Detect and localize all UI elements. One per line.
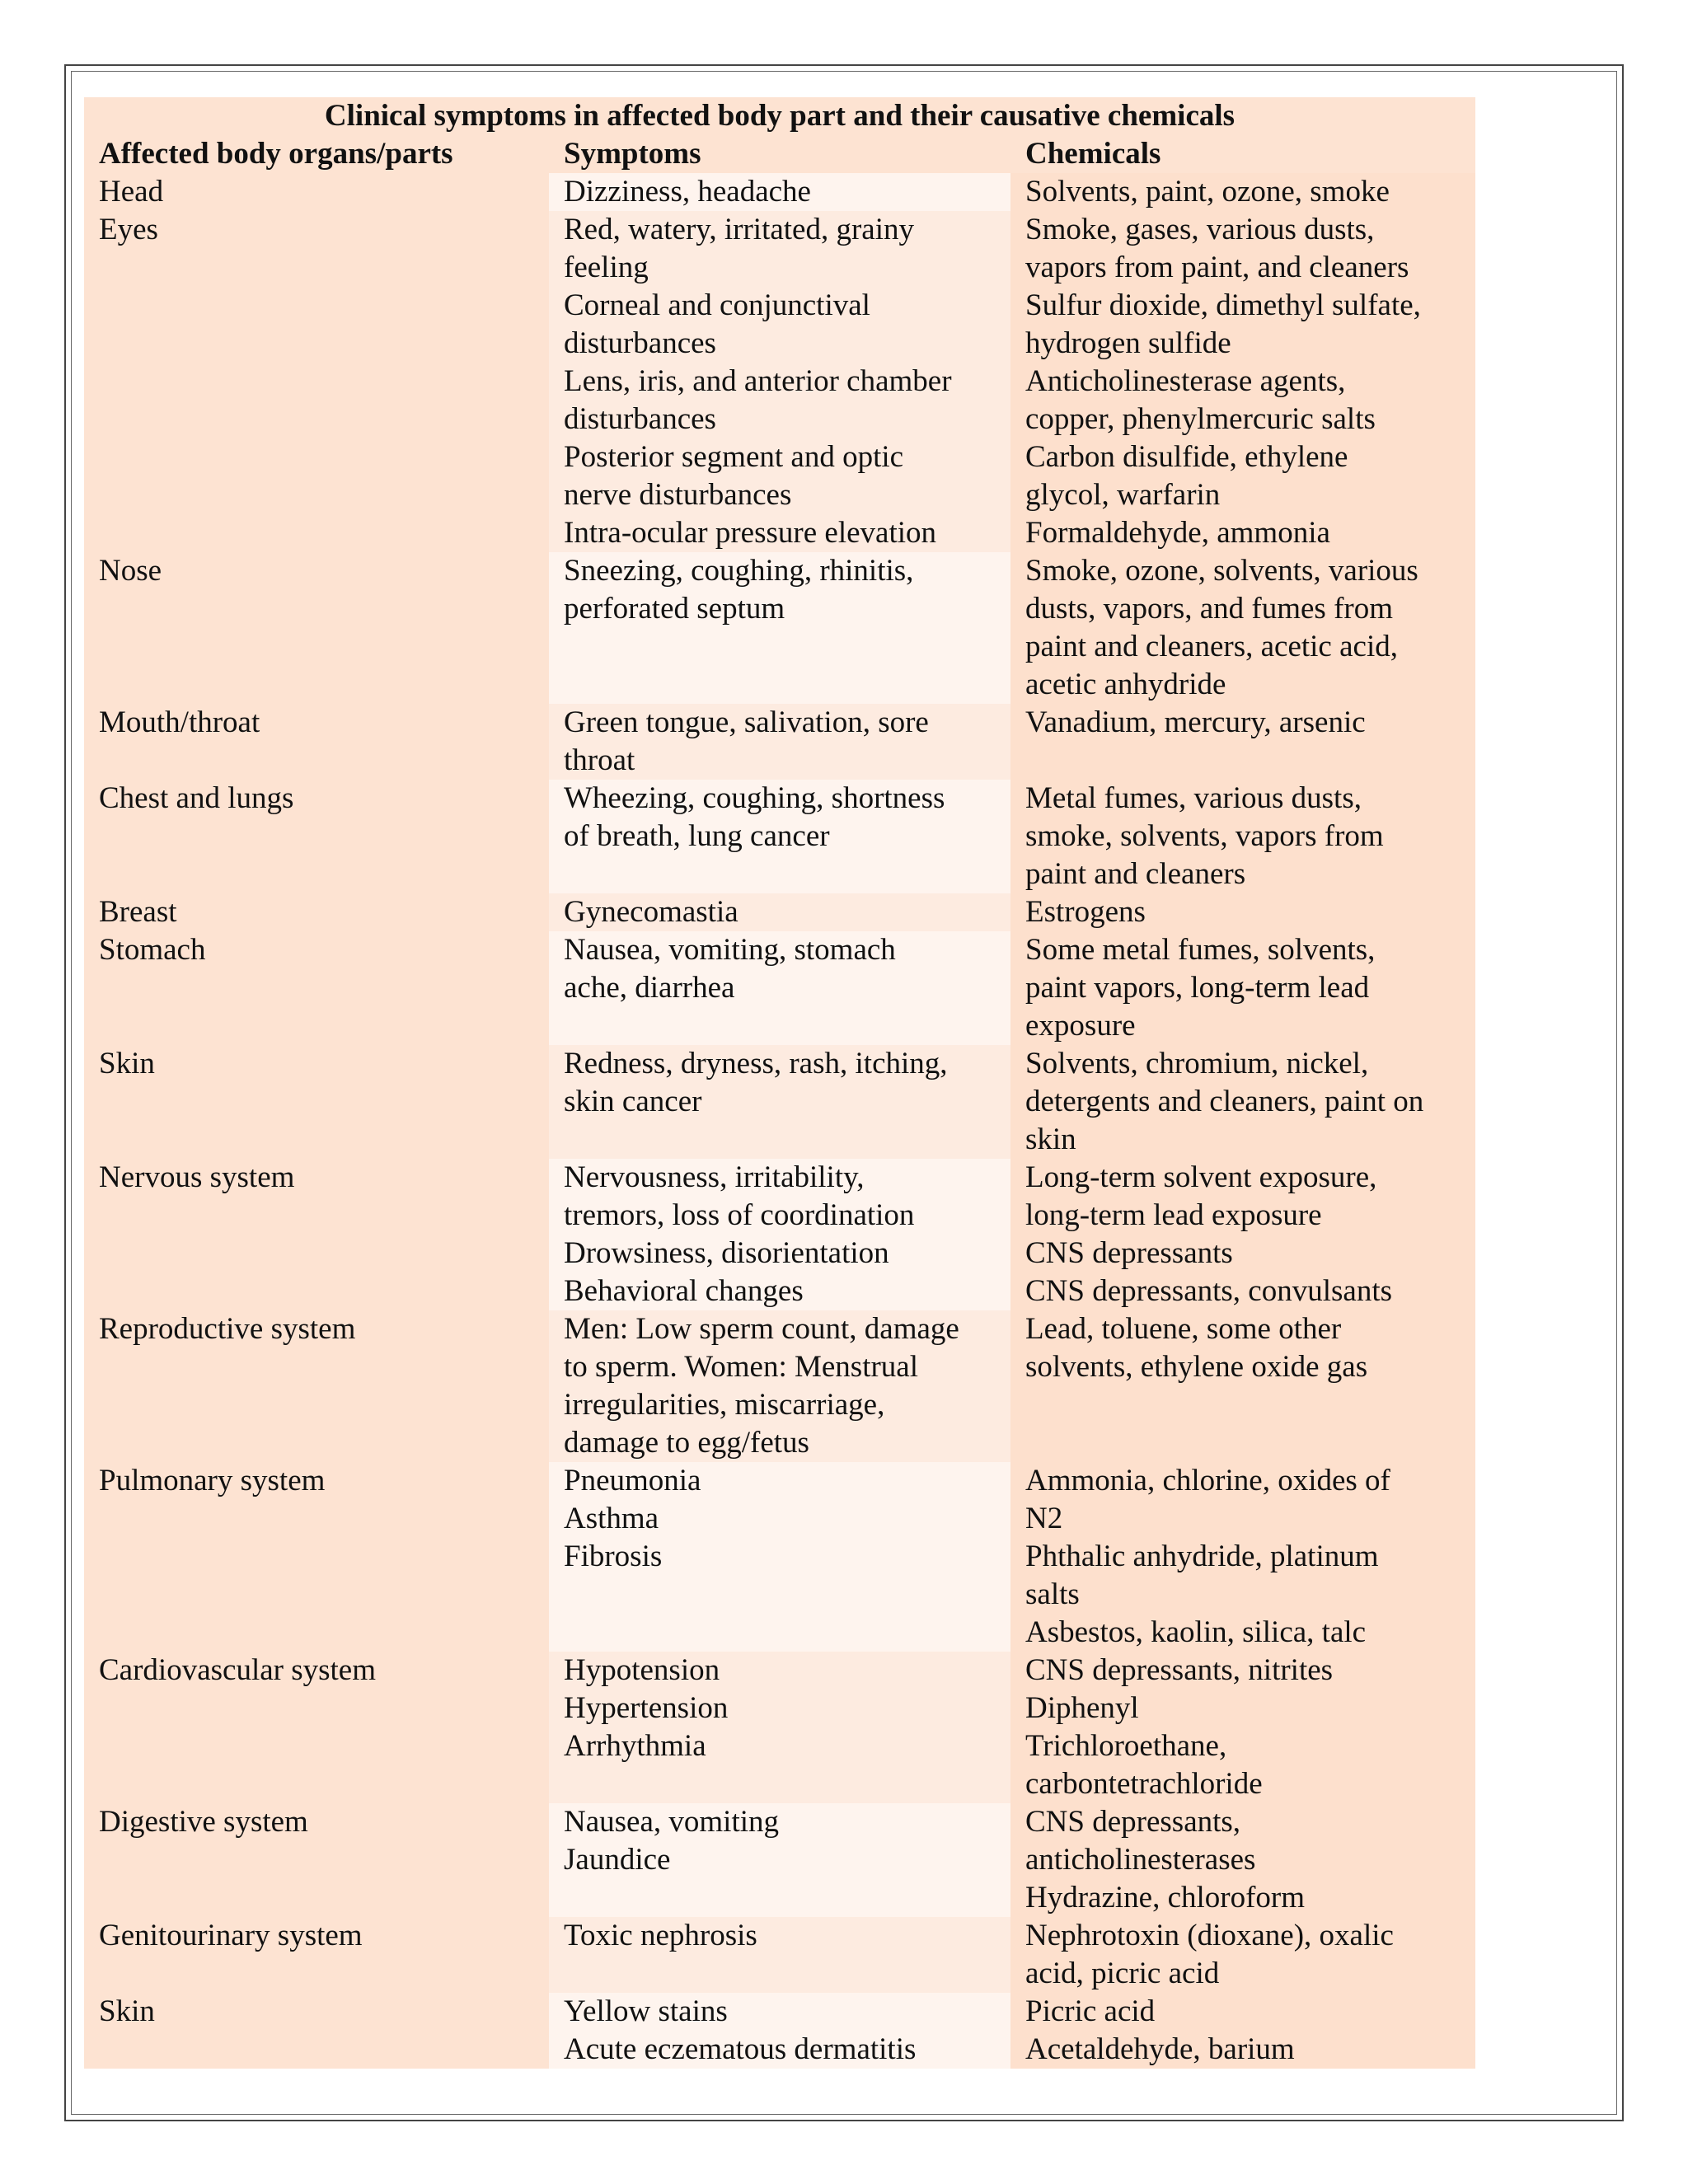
table-row [84,1993,1475,2069]
cell-text-line: to sperm. Women: Menstrual [564,1350,918,1384]
organ-cell [84,552,549,704]
cell-text-line: Smoke, gases, various dusts, [1025,213,1375,246]
chemicals-cell [1010,1917,1475,1993]
cell-text-line: Hypotension [564,1653,720,1687]
symptoms-cell [549,1159,1010,1310]
cell-text-line: perforated septum [564,592,785,626]
cell-text-line: paint and cleaners, acetic acid, [1025,630,1398,663]
cell-text-line: carbontetrachloride [1025,1767,1263,1801]
organ-cell [84,1803,549,1917]
cell-text-line: paint and cleaners [1025,857,1246,891]
cell-text-line: Cardiovascular system [99,1653,376,1687]
organ-cell [84,211,549,552]
header-organ: Affected body organs/parts [99,137,453,171]
chemicals-cell [1010,1310,1475,1462]
cell-text-line: Nausea, vomiting, stomach [564,933,896,967]
symptoms-cell [549,1803,1010,1917]
symptoms-cell [549,211,1010,552]
cell-text-line: irregularities, miscarriage, [564,1388,885,1422]
cell-text-line: Sneezing, coughing, rhinitis, [564,554,914,588]
cell-text-line [99,1690,549,1727]
header-symptoms: Symptoms [564,137,701,171]
symptoms-cell [549,1462,1010,1652]
organ-cell [84,1045,549,1159]
cell-text-line: feeling [564,251,649,284]
symptoms-cell [549,780,1010,893]
cell-text-line: Asthma [564,1502,659,1535]
cell-text-line: Hypertension [564,1691,729,1725]
cell-text-line: salts [1025,1577,1080,1611]
cell-text-line: damage to egg/fetus [564,1426,809,1460]
cell-text-line: Yellow stains [564,1994,728,2028]
cell-text-line: Carbon disulfide, ethylene [1025,440,1348,474]
cell-text-line: Red, watery, irritated, grainy [564,213,914,246]
organ-cell [84,780,549,893]
organ-cell [84,1652,549,1803]
cell-text-line: Green tongue, salivation, sore [564,705,929,739]
cell-text-line [99,1576,549,1614]
cell-text-line [564,1955,1010,1993]
table-row [84,893,1475,931]
chemicals-cell [1010,931,1475,1045]
cell-text-line: Lens, iris, and anterior chamber [564,364,952,398]
table-row [84,1917,1475,1993]
cell-text-line: Skin [99,1047,155,1080]
chemicals-cell [1010,1045,1475,1159]
table-body [84,173,1475,2069]
symptoms-cell [549,173,1010,211]
cell-text-line: Smoke, ozone, solvents, various [1025,554,1418,588]
chemicals-cell [1010,211,1475,552]
cell-text-line: Wheezing, coughing, shortness [564,781,945,815]
symptoms-cell [549,552,1010,704]
symptoms-cell [549,893,1010,931]
symptoms-cell [549,1310,1010,1462]
cell-text-line [564,855,1010,893]
cell-text-line [99,1955,549,1993]
cell-text-line: Pneumonia [564,1464,701,1497]
cell-text-line: Nervous system [99,1160,295,1194]
table-row [84,1159,1475,1310]
cell-text-line [99,1727,549,1765]
cell-text-line: Gynecomastia [564,895,738,929]
table-row [84,704,1475,780]
table-row [84,1652,1475,1803]
table-title: Clinical symptoms in affected body part and their causative chemicals [324,99,1236,133]
cell-text-line: Dizziness, headache [564,175,811,209]
cell-text-line: Picric acid [1025,1994,1156,2028]
symptoms-cell [549,1917,1010,1993]
header-chemicals: Chemicals [1025,137,1161,171]
cell-text-line: Nephrotoxin (dioxane), oxalic [1025,1919,1394,1952]
symptoms-cell [549,1993,1010,2069]
cell-text-line: throat [564,743,635,777]
symptoms-cell [549,931,1010,1045]
cell-text-line: Arrhythmia [564,1729,706,1763]
cell-text-line: tremors, loss of coordination [564,1198,915,1232]
cell-text-line: disturbances [564,326,716,360]
cell-text-line: Long-term solvent exposure, [1025,1160,1377,1194]
cell-text-line: Stomach [99,933,206,967]
cell-text-line: Some metal fumes, solvents, [1025,933,1376,967]
chemicals-cell [1010,1159,1475,1310]
cell-text-line [99,1348,549,1386]
chemicals-cell [1010,893,1475,931]
organ-cell [84,173,549,211]
cell-text-line [99,1007,549,1045]
cell-text-line [99,2031,549,2069]
organ-cell [84,1310,549,1462]
cell-text-line: skin cancer [564,1085,702,1118]
cell-text-line: Phthalic anhydride, platinum [1025,1540,1379,1573]
cell-text-line: acetic anhydride [1025,668,1226,701]
cell-text-line: Intra-ocular pressure elevation [564,516,937,550]
chemicals-cell [1010,1652,1475,1803]
table-row [84,1462,1475,1652]
organ-cell [84,1462,549,1652]
cell-text-line: solvents, ethylene oxide gas [1025,1350,1368,1384]
cell-text-line: N2 [1025,1502,1063,1535]
cell-text-line [99,1879,549,1917]
cell-text-line: Diphenyl [1025,1691,1139,1725]
cell-text-line [564,628,1010,666]
organ-cell [84,1917,549,1993]
cell-text-line [564,1765,1010,1803]
cell-text-line [99,401,549,438]
cell-text-line: Toxic nephrosis [564,1919,757,1952]
cell-text-line [99,1197,549,1235]
cell-text-line: CNS depressants, [1025,1805,1241,1839]
chemicals-cell [1010,173,1475,211]
cell-text-line: Jaundice [564,1843,671,1877]
organ-cell [84,1159,549,1310]
cell-text-line: Acute eczematous dermatitis [564,2032,917,2066]
cell-text-line [99,514,549,552]
cell-text-line [99,590,549,628]
cell-text-line: Breast [99,895,177,929]
cell-text-line: Formaldehyde, ammonia [1025,516,1330,550]
cell-text-line: Solvents, chromium, nickel, [1025,1047,1369,1080]
cell-text-line [564,1614,1010,1652]
organ-cell [84,704,549,780]
cell-text-line: detergents and cleaners, paint on [1025,1085,1424,1118]
cell-text-line: Nose [99,554,162,588]
cell-text-line [99,855,549,893]
organ-cell [84,893,549,931]
cell-text-line: Metal fumes, various dusts, [1025,781,1362,815]
cell-text-line: smoke, solvents, vapors from [1025,819,1384,853]
cell-text-line: Trichloroethane, [1025,1729,1227,1763]
cell-text-line: Nausea, vomiting [564,1805,780,1839]
cell-text-line [564,1879,1010,1917]
cell-text-line: CNS depressants, nitrites [1025,1653,1334,1687]
cell-text-line [99,1235,549,1272]
cell-text-line [99,249,549,287]
cell-text-line: Drowsiness, disorientation [564,1236,889,1270]
table-row [84,1803,1475,1917]
table-header-row [84,135,1475,173]
cell-text-line: Hydrazine, chloroform [1025,1881,1306,1915]
cell-text-line [1025,742,1467,780]
cell-text-line: Acetaldehyde, barium [1025,2032,1295,2066]
cell-text-line [564,1121,1010,1159]
cell-text-line: copper, phenylmercuric salts [1025,402,1376,436]
cell-text-line: acid, picric acid [1025,1957,1220,1990]
symptoms-cell [549,704,1010,780]
cell-text-line [99,1500,549,1538]
cell-text-line [99,1424,549,1462]
cell-text-line [99,438,549,476]
cell-text-line [99,1538,549,1576]
cell-text-line [99,742,549,780]
cell-text-line: Digestive system [99,1805,308,1839]
cell-text-line: Lead, toluene, some other [1025,1312,1342,1346]
cell-text-line [99,476,549,514]
cell-text-line [99,1272,549,1310]
cell-text-line [99,628,549,666]
cell-text-line: Head [99,175,164,209]
symptoms-cell [549,1652,1010,1803]
cell-text-line: Posterior segment and optic [564,440,904,474]
cell-text-line [99,666,549,704]
cell-text-line [99,818,549,855]
cell-text-line: Chest and lungs [99,781,294,815]
cell-text-line [99,1121,549,1159]
cell-text-line: paint vapors, long-term lead [1025,971,1370,1005]
cell-text-line: dusts, vapors, and fumes from [1025,592,1393,626]
cell-text-line: disturbances [564,402,716,436]
cell-text-line [99,1841,549,1879]
chemicals-cell [1010,1462,1475,1652]
cell-text-line: Eyes [99,213,158,246]
cell-text-line: Sulfur dioxide, dimethyl sulfate, [1025,288,1421,322]
cell-text-line [564,1576,1010,1614]
cell-text-line: nerve disturbances [564,478,792,512]
cell-text-line: CNS depressants, convulsants [1025,1274,1392,1308]
cell-text-line: anticholinesterases [1025,1843,1256,1877]
cell-text-line: Asbestos, kaolin, silica, talc [1025,1615,1367,1649]
cell-text-line [99,1765,549,1803]
cell-text-line: Solvents, paint, ozone, smoke [1025,175,1390,209]
cell-text-line: hydrogen sulfide [1025,326,1231,360]
chemicals-cell [1010,1803,1475,1917]
cell-text-line: Pulmonary system [99,1464,326,1497]
cell-text-line: vapors from paint, and cleaners [1025,251,1409,284]
table-row [84,931,1475,1045]
cell-text-line: Men: Low sperm count, damage [564,1312,959,1346]
cell-text-line: Skin [99,1994,155,2028]
cell-text-line: Anticholinesterase agents, [1025,364,1346,398]
cell-text-line [99,969,549,1007]
table-row [84,173,1475,211]
cell-text-line [99,1614,549,1652]
chemicals-cell [1010,780,1475,893]
table-row [84,780,1475,893]
symptoms-cell [549,1045,1010,1159]
cell-text-line: Reproductive system [99,1312,356,1346]
table-row [84,552,1475,704]
table-row [84,1045,1475,1159]
cell-text-line: Behavioral changes [564,1274,804,1308]
cell-text-line: Corneal and conjunctival [564,288,870,322]
cell-text-line: ache, diarrhea [564,971,735,1005]
cell-text-line: Ammonia, chlorine, oxides of [1025,1464,1390,1497]
cell-text-line: Nervousness, irritability, [564,1160,865,1194]
cell-text-line [99,1386,549,1424]
cell-text-line: glycol, warfarin [1025,478,1221,512]
chemicals-cell [1010,552,1475,704]
cell-text-line: exposure [1025,1009,1136,1043]
chemicals-cell [1010,1993,1475,2069]
table-row [84,211,1475,552]
cell-text-line: skin [1025,1122,1076,1156]
cell-text-line: Fibrosis [564,1540,663,1573]
cell-text-line: long-term lead exposure [1025,1198,1322,1232]
cell-text-line [99,287,549,325]
cell-text-line: Vanadium, mercury, arsenic [1025,705,1366,739]
cell-text-line [99,1083,549,1121]
cell-text-line: Mouth/throat [99,705,260,739]
organ-cell [84,931,549,1045]
cell-text-line [564,1007,1010,1045]
cell-text-line [99,325,549,363]
cell-text-line: Genitourinary system [99,1919,363,1952]
cell-text-line: Estrogens [1025,895,1146,929]
cell-text-line [99,363,549,401]
cell-text-line: Redness, dryness, rash, itching, [564,1047,948,1080]
symptoms-table [84,97,1475,2069]
table-row [84,1310,1475,1462]
organ-cell [84,1993,549,2069]
chemicals-cell [1010,704,1475,780]
cell-text-line [564,666,1010,704]
cell-text-line: CNS depressants [1025,1236,1233,1270]
cell-text-line [1025,1424,1467,1462]
cell-text-line: of breath, lung cancer [564,819,830,853]
cell-text-line [1025,1386,1467,1424]
